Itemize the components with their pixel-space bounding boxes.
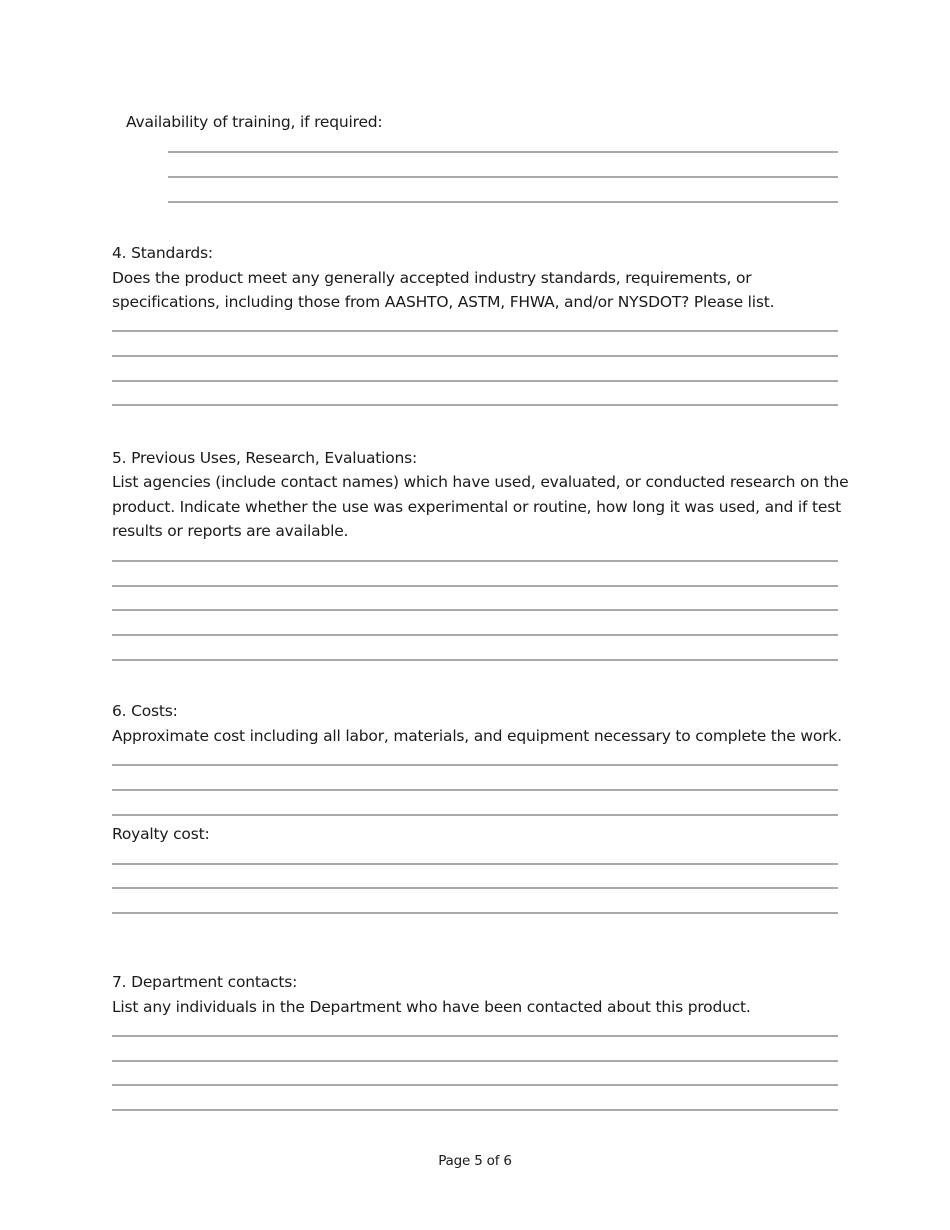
page-number: Page 5 of 6 — [438, 1153, 512, 1169]
contacts-answer-line[interactable] — [112, 1060, 838, 1062]
previous-uses-answer-line[interactable] — [112, 659, 838, 661]
previous-uses-heading: 5. Previous Uses, Research, Evaluations: — [112, 449, 418, 467]
previous-uses-prompt-line-3: results or reports are available. — [112, 522, 349, 540]
contacts-answer-line[interactable] — [112, 1109, 838, 1111]
standards-prompt-line-2: specifications, including those from AASHTO, ASTM, FHWA, and/or NYSDOT? Please list. — [112, 293, 775, 311]
royalty-cost-label: Royalty cost: — [112, 825, 210, 843]
previous-uses-answer-line[interactable] — [112, 585, 838, 587]
standards-answer-line[interactable] — [112, 380, 838, 382]
previous-uses-answer-line[interactable] — [112, 634, 838, 636]
costs-answer-line[interactable] — [112, 764, 838, 766]
costs-answer-line[interactable] — [112, 789, 838, 791]
standards-answer-line[interactable] — [112, 404, 838, 406]
standards-prompt-line-1: Does the product meet any generally accepted industry standards, requirements, or — [112, 269, 752, 287]
contacts-prompt: List any individuals in the Department who have been contacted about this product. — [112, 998, 751, 1016]
costs-prompt: Approximate cost including all labor, materials, and equipment necessary to complete the work. — [112, 727, 842, 745]
previous-uses-answer-line[interactable] — [112, 560, 838, 562]
standards-heading: 4. Standards: — [112, 244, 213, 262]
previous-uses-answer-line[interactable] — [112, 609, 838, 611]
training-answer-line[interactable] — [168, 176, 838, 178]
previous-uses-prompt-line-2: product. Indicate whether the use was experimental or routine, how long it was used, and if test — [112, 498, 841, 516]
contacts-answer-line[interactable] — [112, 1084, 838, 1086]
previous-uses-prompt-line-1: List agencies (include contact names) which have used, evaluated, or conducted research on the — [112, 473, 849, 491]
standards-answer-line[interactable] — [112, 355, 838, 357]
training-label: Availability of training, if required: — [126, 113, 383, 131]
royalty-answer-line[interactable] — [112, 887, 838, 889]
costs-heading: 6. Costs: — [112, 702, 178, 720]
standards-answer-line[interactable] — [112, 330, 838, 332]
royalty-answer-line[interactable] — [112, 863, 838, 865]
royalty-answer-line[interactable] — [112, 912, 838, 914]
costs-answer-line[interactable] — [112, 814, 838, 816]
training-answer-line[interactable] — [168, 151, 838, 153]
contacts-answer-line[interactable] — [112, 1035, 838, 1037]
training-answer-line[interactable] — [168, 201, 838, 203]
contacts-heading: 7. Department contacts: — [112, 973, 298, 991]
